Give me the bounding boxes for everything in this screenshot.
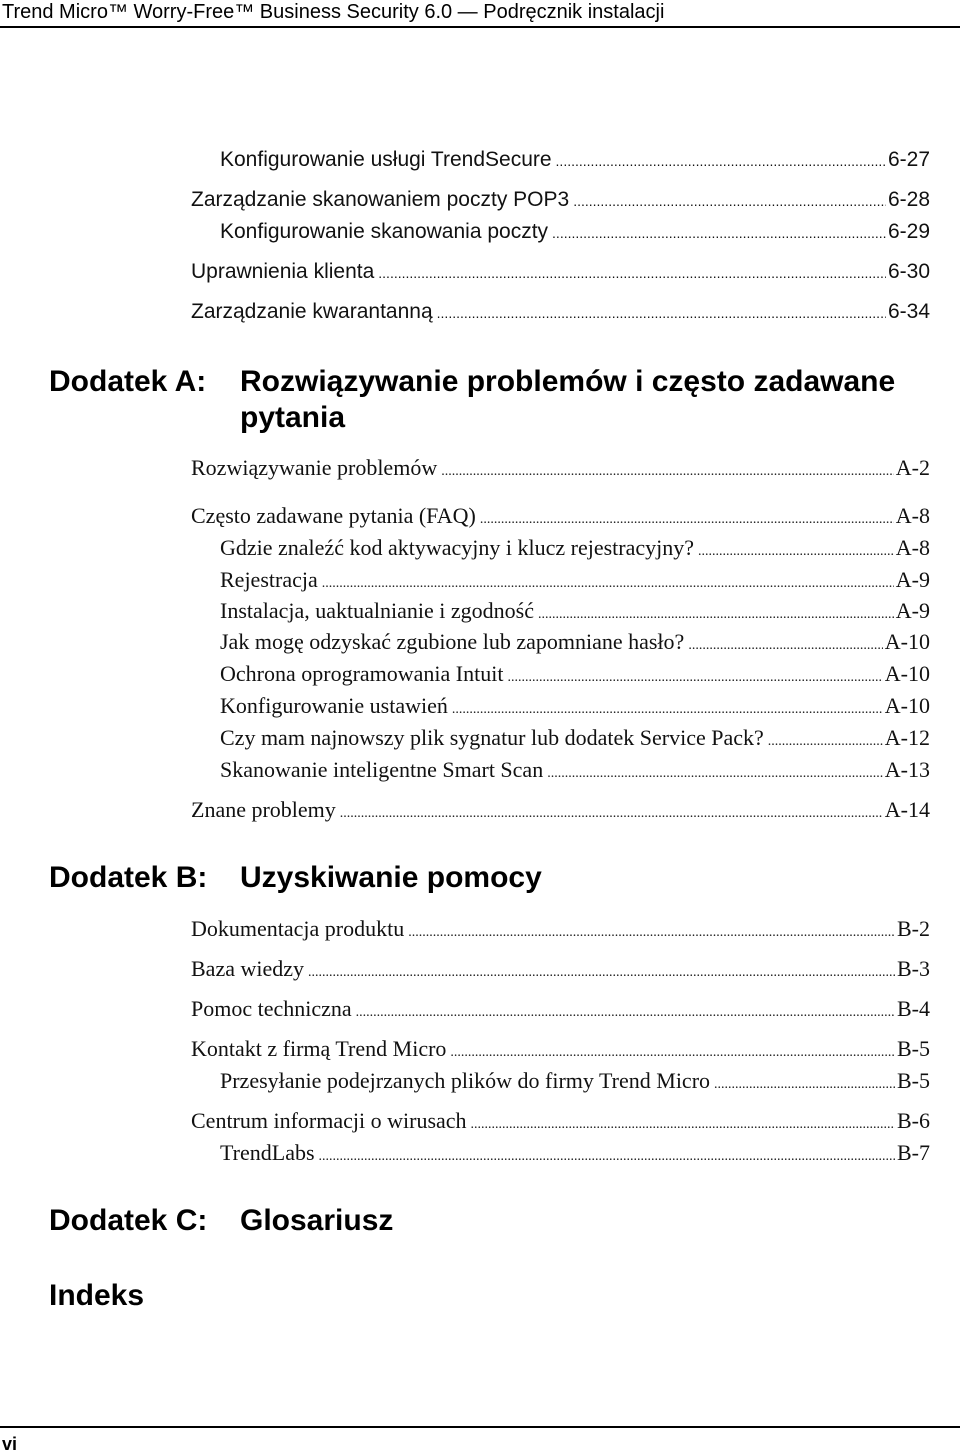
toc-entry[interactable] — [191, 454, 930, 486]
toc-leader-dots — [308, 959, 895, 987]
toc-entry-title: Centrum informacji o wirusach — [191, 1108, 467, 1133]
toc-entry-page: A-10 — [884, 629, 930, 654]
toc-entry-title: Zarządzanie skanowaniem poczty POP3 — [191, 188, 570, 211]
toc-entry-page: B-5 — [897, 1036, 930, 1061]
toc-entry[interactable] — [220, 1067, 930, 1099]
toc-entry-title: Konfigurowanie usługi TrendSecure — [220, 148, 552, 171]
toc-entry[interactable] — [220, 597, 930, 629]
toc-entry-title: Kontakt z firmą Trend Micro — [191, 1036, 447, 1061]
toc-entry-title: Gdzie znaleźć kod aktywacyjny i klucz rejestracyjny? — [220, 535, 694, 560]
toc-entry-page: B-4 — [897, 996, 930, 1021]
appendix-label: Dodatek C: — [49, 1204, 208, 1237]
toc-entry[interactable] — [220, 1139, 930, 1171]
toc-leader-dots — [556, 147, 886, 175]
toc-entry[interactable] — [220, 218, 930, 247]
toc-entry-page: A-9 — [895, 598, 930, 623]
toc-entry[interactable] — [220, 534, 930, 566]
toc-entry-page: 6-34 — [887, 300, 930, 323]
appendix-label: Dodatek A: — [49, 365, 207, 398]
toc-entry[interactable] — [191, 796, 930, 828]
toc-entry-title: Rozwiązywanie problemów — [191, 455, 438, 480]
appendix-b-heading[interactable] — [49, 860, 949, 898]
toc-entry-page: A-2 — [895, 455, 930, 480]
toc-entry-title: Często zadawane pytania (FAQ) — [191, 503, 476, 528]
toc-entry[interactable] — [191, 502, 930, 534]
toc-entry-page: 6-28 — [887, 188, 930, 211]
index-label: Indeks — [49, 1279, 145, 1312]
toc-entry-title: TrendLabs — [220, 1140, 315, 1165]
toc-entry-title: Skanowanie inteligentne Smart Scan — [220, 757, 544, 782]
toc-entry-page: A-9 — [895, 567, 930, 592]
toc-entry[interactable] — [220, 692, 930, 724]
toc-entry-page: 6-30 — [887, 260, 930, 283]
toc-entry-title: Baza wiedzy — [191, 956, 304, 981]
toc-entry[interactable] — [191, 995, 930, 1027]
toc-entry[interactable] — [191, 1035, 930, 1067]
toc-entry[interactable] — [191, 298, 930, 327]
toc-leader-dots — [408, 919, 895, 947]
toc-entry-title: Znane problemy — [191, 797, 336, 822]
toc-entry-page: B-6 — [897, 1108, 930, 1133]
toc-entry-title: Pomoc techniczna — [191, 996, 352, 1021]
toc-entry[interactable] — [191, 915, 930, 947]
toc-leader-dots — [573, 187, 886, 215]
toc-entry-title: Zarządzanie kwarantanną — [191, 300, 433, 323]
toc-entry[interactable] — [191, 258, 930, 287]
page-header — [0, 0, 960, 28]
toc-entry-page: 6-27 — [887, 148, 930, 171]
header-divider — [0, 26, 960, 28]
toc-leader-dots — [552, 219, 886, 247]
toc-leader-dots — [698, 538, 894, 566]
toc-leader-dots — [319, 1143, 895, 1171]
page-number: vi — [2, 1434, 18, 1454]
toc-entry-title: Instalacja, uaktualnianie i zgodność — [220, 598, 534, 623]
appendix-c-heading[interactable] — [49, 1203, 949, 1241]
toc-leader-dots — [538, 601, 894, 629]
toc-entry-page: B-2 — [897, 916, 930, 941]
toc-entry[interactable] — [191, 955, 930, 987]
toc-entry-title: Konfigurowanie ustawień — [220, 693, 448, 718]
toc-leader-dots — [340, 800, 883, 828]
document-title: Trend Micro™ Worry-Free™ Business Security 6.0 — Podręcznik instalacji — [2, 1, 665, 23]
toc-entry-page: A-10 — [884, 661, 930, 686]
toc-entry-title: Ochrona oprogramowania Intuit — [220, 661, 504, 686]
toc-entry-title: Przesyłanie podejrzanych plików do firmy Trend Micro — [220, 1068, 711, 1093]
toc-entry[interactable] — [220, 566, 930, 598]
toc-leader-dots — [450, 1039, 895, 1067]
appendix-title: Rozwiązywanie problemów i często zadawane — [240, 365, 896, 398]
toc-entry[interactable] — [220, 756, 930, 788]
appendix-label: Dodatek B: — [49, 861, 208, 894]
toc-entry[interactable] — [220, 146, 930, 175]
toc-leader-dots — [507, 664, 882, 692]
toc-leader-dots — [356, 999, 895, 1027]
toc-leader-dots — [768, 728, 883, 756]
toc-leader-dots — [441, 458, 894, 486]
appendix-title-continued: pytania — [240, 401, 346, 434]
toc-entry-title: Uprawnienia klienta — [191, 260, 375, 283]
toc-entry[interactable] — [220, 724, 930, 756]
toc-leader-dots — [480, 506, 894, 534]
toc-leader-dots — [378, 259, 886, 287]
toc-entry-page: A-12 — [884, 725, 930, 750]
appendix-a-heading[interactable] — [49, 364, 949, 438]
toc-entry-title: Dokumentacja produktu — [191, 916, 405, 941]
toc-leader-dots — [452, 696, 883, 724]
toc-entry[interactable] — [191, 1107, 930, 1139]
toc-entry-title: Rejestracja — [220, 567, 318, 592]
toc-entry[interactable] — [220, 628, 930, 660]
toc-entry-page: A-14 — [884, 797, 930, 822]
toc-entry[interactable] — [220, 660, 930, 692]
toc-leader-dots — [714, 1071, 895, 1099]
toc-leader-dots — [322, 570, 894, 598]
toc-entry-page: B-5 — [897, 1068, 930, 1093]
footer-divider — [0, 1426, 960, 1428]
toc-entry-page: A-10 — [884, 693, 930, 718]
toc-leader-dots — [437, 299, 886, 327]
toc-leader-dots — [471, 1111, 895, 1139]
appendix-title: Glosariusz — [240, 1204, 394, 1237]
toc-entry-title: Jak mogę odzyskać zgubione lub zapomniane hasło? — [220, 629, 685, 654]
toc-entry-page: A-13 — [884, 757, 930, 782]
toc-entry-page: B-7 — [897, 1140, 930, 1165]
toc-entry-page: 6-29 — [887, 220, 930, 243]
toc-leader-dots — [547, 760, 883, 788]
appendix-title: Uzyskiwanie pomocy — [240, 861, 542, 894]
toc-entry-title: Konfigurowanie skanowania poczty — [220, 220, 549, 243]
toc-entry-page: A-8 — [895, 535, 930, 560]
index-heading[interactable] — [49, 1278, 349, 1316]
toc-entry-page: A-8 — [895, 503, 930, 528]
toc-leader-dots — [688, 632, 882, 660]
toc-entry[interactable] — [191, 186, 930, 215]
toc-entry-title: Czy mam najnowszy plik sygnatur lub dodatek Service Pack? — [220, 725, 764, 750]
toc-entry-page: B-3 — [897, 956, 930, 981]
